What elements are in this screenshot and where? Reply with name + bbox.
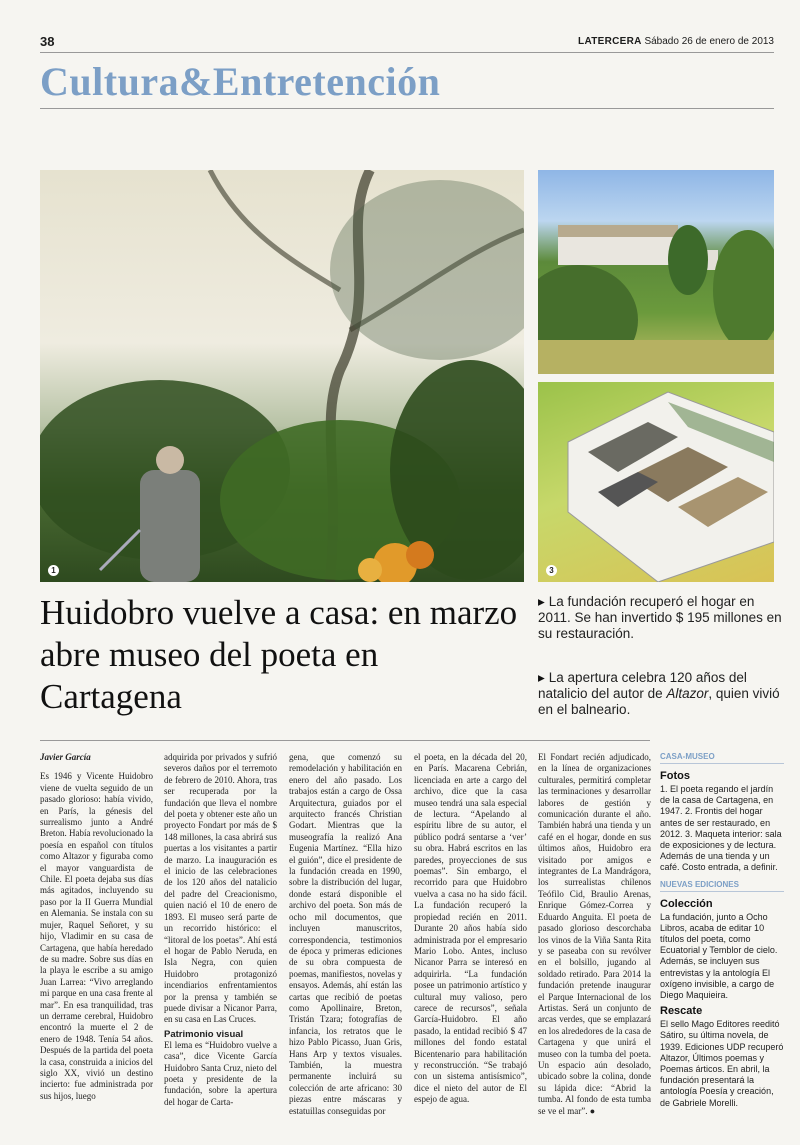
sidebar-coleccion-title: Colección <box>660 897 713 910</box>
section-rule <box>40 108 774 109</box>
byline: Javier García <box>40 752 91 762</box>
body-column-2 <box>164 752 277 1108</box>
photo-house-front <box>538 170 774 374</box>
photo-3-number: 3 <box>546 565 557 576</box>
masthead <box>578 36 774 47</box>
sidebar <box>660 752 784 1113</box>
sidebar-fotos-text: 1. El poeta regando el jardín de la casa de Cartagena, en 1947. 2. Frontis del hogar antes de ser restaurado, en 2012. 3. Maqueta interior: sala de exposiciones y de lectura. Además de una tienda y un café. Costo entrada, a definir. <box>660 784 782 873</box>
col2-text-a: adquirida por privados y sufrió severos daños por el terremoto de febrero de 2010. Ahora, tras ser recuperada por la fundación que lleva el nombre del poeta y obtener este año un proyecto Fondart por más de $ 148 millones, la casa abrirá sus puertas a los visitantes a partir de marzo. La inauguración es el inicio de las celebraciones de los 120 años del natalicio del padre del Creacionismo, quien nació el 10 de enero de 1893. El museo será parte de un recorrido histórico: el “litoral de los poetas”. Ahí está el hogar de Pablo Neruda, en Isla Negra, con quien Huidobro protagonizó incendiarios enfrentamientos por la prensa y también se puede divisar a Nicanor Parra, en su casa en Las Cruces. <box>164 752 277 1025</box>
issue-date: Sábado 26 de enero de 2013 <box>644 36 774 47</box>
col5-text: El Fondart recién adjudicado, en la línea de organizaciones culturales, permitirá completar las terminaciones y desarrollar labores de gestión y comunicación durante el año. También habrá una tienda y un café en el hogar, donde en sus últimos años, Huidobro era visitado por amigos e integrantes de La Mandrágora, los surrealistas chilenos Teófilo Cid, Braulio Arenas, Enrique Gómez-Correa y Eduardo Anguita. El poeta de pasado glorioso descorchaba los vinos de la Viña Santa Rita y se paseaba con su revólver en el bolsillo, jugando al soldado retirado. Para 2014 la fundación pretende inaugurar el Parque Internacional de los Artistas. Será un conjunto de arcas verdes, que se emplazará en los alrededores de la casa de Cartagena y que unirá el museo con la tumba del poeta. Un espacio aún desolado, ubicado sobre la colina, donde su lápida dice: “Abrid la tumba. Al fondo de esta tumba se ve el mar”. ● <box>538 752 651 1116</box>
sidebar-rescate-text: El sello Mago Editores reeditó Sátiro, su última novela, de 1939. Ediciones UDP recuperó Altazor, Últimos poemas y Poemas árticos. En abril, la fundación presentará la antología Poesía y creación, de Gabriele Morelli. <box>660 1019 784 1108</box>
photo-house-illustration <box>538 170 774 374</box>
deck-2-title: Altazor <box>666 686 709 701</box>
body-column-3 <box>289 752 402 1117</box>
deck-arrow-icon: ▸ <box>538 670 545 685</box>
subhead-patrimonio: Patrimonio visual <box>164 1028 244 1040</box>
deck-2-text-a: La apertura celebra 120 años del natalicio del autor de <box>538 670 747 701</box>
paper-name: LATERCERA <box>578 36 642 47</box>
deck-2-text-b: , quien vivió en el balneario. <box>538 686 780 717</box>
deck-2 <box>538 670 782 718</box>
sidebar-label-casa-museo: CASA-MUSEO <box>660 752 784 764</box>
headline: Huidobro vuelve a casa: en marzo abre museo del poeta en Cartagena <box>40 593 518 716</box>
page-number: 38 <box>40 34 55 49</box>
body-column-1 <box>40 752 153 1102</box>
col4-text: el poeta, en la década del 20, en París. Macarena Cebrián, licenciada en arte a cargo del archivo, dice que la casa museo tendrá una sala especial de lectura. “Apelando al espíritu libre de su autor, el público podrá sentarse a ‘ver’ su obra. Habrá escritos en las paredes, proyecciones de sus poemas”. Sin embargo, el recorrido para que Huidobro vuelva a casa no ha sido fácil. La fundación recuperó la propiedad recién en 2011. Durante 20 años había sido administrada por el empresario Mario Lobo. Antes, incluso Nicanor Parra se interesó en adquirirla. “La fundación posee un patrimonio artístico y cultural muy valioso, pero carece de recursos”, señala García-Huidobro. El año pasado, la entidad recibió $ 47 millones del fondo estatal Bicentenario para habilitación y reconstrucción. “Se trabajó con un sistema antisísmico”, dice el nieto del autor de El espejo de agua. <box>414 752 527 1105</box>
photo-poet-garden <box>40 170 524 582</box>
section-title: Cultura&Entretención <box>40 59 441 104</box>
sidebar-rescate-title: Rescate <box>660 1005 703 1018</box>
header-rule <box>40 52 774 53</box>
body-column-4 <box>414 752 527 1106</box>
col3-text: gena, que comenzó su remodelación y habilitación en enero del año pasado. Los trabajos están a cargo de Ossa Arquitectura, guiados por el arquitecto francés Christian Godart. Mientras que la museografía la realizó Ana Eugenia Martínez. “Ella hizo el guión”, dice el presidente de la fundación creada en 1990, sobre la distribución del lugar, donde estará disponible el archivo del poeta. Son más de ocho mil documentos, que incluyen manuscritos, correspondencia, testimonios de época y primeras ediciones de su obra compuesta de poemas, manifiestos, novelas y ensayos. Además, ahí están las cartas que recibió de poetas como Apollinaire, Breton, Tristán Tzara; fotografías de infancia, los retratos que le hizo Pablo Picasso, Juan Gris, Hans Arp y textos visuales. También, la muestra permanente incluirá su colección de arte africano: 30 piezas entre máscaras y estatuillas conseguidas por <box>289 752 402 1116</box>
col2-text-b: El lema es “Huidobro vuelve a casa”, dice Vicente García Huidobro Santa Cruz, nieto del poeta y presidente de la fundación, sobre la apertura del hogar de Carta- <box>164 1039 277 1107</box>
photo-1-number: 1 <box>48 565 59 576</box>
photo-poet-garden-illustration <box>40 170 524 582</box>
sidebar-label-nuevas-ediciones: NUEVAS EDICIONES <box>660 880 784 892</box>
deck-1 <box>538 594 782 642</box>
deck-arrow-icon: ▸ <box>538 594 545 609</box>
sidebar-fotos-title: Fotos <box>660 770 690 782</box>
photo-model-illustration <box>538 382 774 582</box>
body-column-5 <box>538 752 651 1117</box>
sidebar-coleccion-text: La fundación, junto a Ocho Libros, acaba de editar 10 títulos del poeta, como Ecuatorial y Temblor de cielo. Además, se incluyen sus entrevistas y la antología El oxígeno invisible, a cargo de Diego Maquieira. <box>660 911 778 1001</box>
deck-1-text: La fundación recuperó el hogar en 2011. Se han invertido $ 195 millones en su restauración. <box>538 594 782 641</box>
photo-interior-model <box>538 382 774 582</box>
col1-text: Es 1946 y Vicente Huidobro viene de vuelta seguido de un pasado glorioso: había vivido, en París, la génesis del surrealismo junto a André Breton. Había revolucionado la poesía en español con títulos como Altazor y figuraba como el mayor vanguardista de Chile. El poeta dejaba sus días más agitados, incluyendo su paso por la II Guerra Mundial en Alemania. Se instala con su mujer, Raquel Señoret, y su hijo, Vladimir en su casa de Cartagena, que había heredado de su madre. Sobre sus días en la playa le escribe a su amigo Juan Larrea: “Vivo arreglando mi parque en una casa frente al mar”. En esa tranquilidad, tras un derrame cerebral, Huidobro encontró la muerte el 2 de enero de 1948. Tenía 54 años. Después de la partida del poeta la casa, construida a inicios del siglo XX, vivió un destino incierto: fue administrada por sus hijos, luego <box>40 771 153 1101</box>
body-rule <box>40 740 650 741</box>
